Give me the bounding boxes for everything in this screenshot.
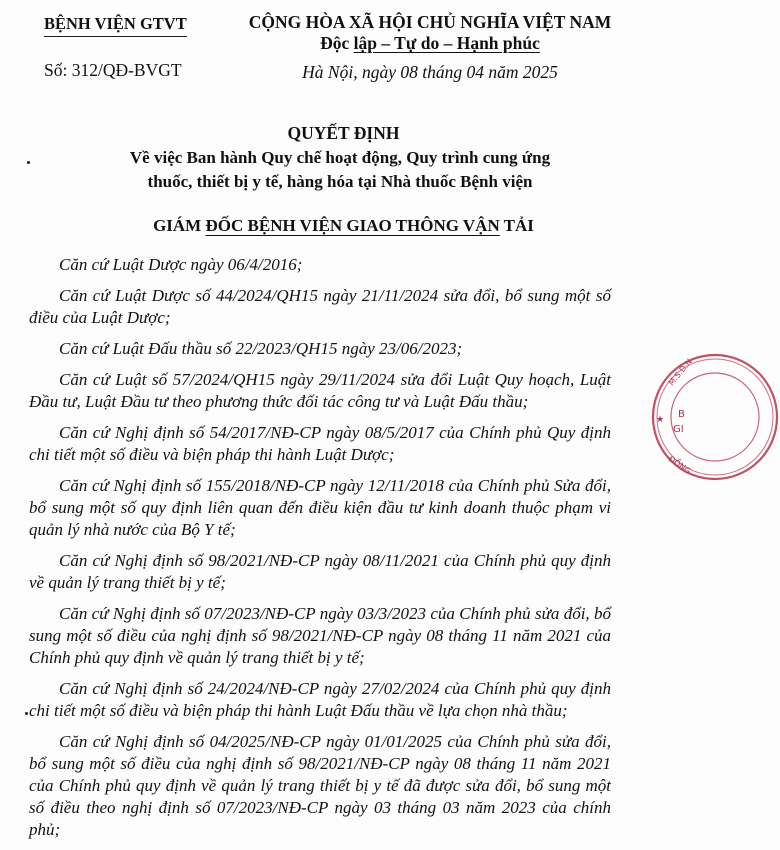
seal-ring-text-bottom: ĐỒNG bbox=[666, 454, 693, 476]
legal-basis-item: Căn cứ Nghị định số 54/2017/NĐ-CP ngày 08/5/2017 của Chính phủ Quy định chi tiết một số điều và biện pháp thi hành Luật Dược; bbox=[29, 423, 611, 464]
motto-prefix: Độc bbox=[320, 33, 354, 53]
place-date: Hà Nội, ngày 08 tháng 04 năm 2025 bbox=[302, 62, 558, 82]
seal-ring-text: M.S.D.N bbox=[666, 357, 694, 388]
document-number: Số: 312/QĐ-BVGT bbox=[44, 60, 182, 80]
document-subtitle bbox=[60, 146, 620, 194]
issuing-organization-block bbox=[44, 14, 214, 37]
legal-basis-item: Căn cứ Luật Đấu thầu số 22/2023/QH15 ngày 23/06/2023; bbox=[59, 339, 463, 358]
legal-bases bbox=[29, 254, 611, 850]
legal-basis-item: Căn cứ Nghị định số 04/2025/NĐ-CP ngày 01/01/2025 của Chính phủ sửa đổi, bổ sung một số điều của nghị định số 98/2021/NĐ-CP ngày 08 tháng 11 năm 2021 của Chính phủ quy định về quản lý trang thiết bị y tế đã được sửa đổi, bổ sung một số điều theo nghị định số 07/2023/NĐ-CP ngày 03 tháng 03 năm 2023 của chính phủ; bbox=[29, 732, 611, 839]
legal-basis-item: Căn cứ Nghị định số 155/2018/NĐ-CP ngày 12/11/2018 của Chính phủ Sửa đổi, bổ sung một số quy định liên quan đến điều kiện đầu tư kinh doanh thuộc phạm vi quản lý nhà nước của Bộ Y tế; bbox=[29, 476, 611, 539]
seal-star: ★ bbox=[656, 415, 665, 425]
seal-inner-text: GI bbox=[673, 424, 684, 435]
authority-prefix: GIÁM bbox=[153, 216, 206, 235]
document-title: QUYẾT ĐỊNH bbox=[287, 123, 400, 143]
motto-underlined: lập – Tự do – Hạnh phúc bbox=[353, 33, 540, 53]
legal-basis-item: Căn cứ Nghị định số 98/2021/NĐ-CP ngày 08/11/2021 của Chính phủ quy định về quản lý trang thiết bị y tế; bbox=[29, 551, 611, 592]
issuing-authority bbox=[0, 216, 687, 236]
legal-basis-item: Căn cứ Luật Dược ngày 06/4/2016; bbox=[59, 255, 303, 274]
legal-basis-item: Căn cứ Luật số 57/2024/QH15 ngày 29/11/2024 sửa đổi Luật Quy hoạch, Luật Đầu tư, Luật Đầu tư theo phương thức đối tác công tư và Luật Đấu thầu; bbox=[29, 370, 611, 411]
legal-basis-item: Căn cứ Nghị định số 24/2024/NĐ-CP ngày 27/02/2024 của Chính phủ quy định chi tiết một số điều và biện pháp thi hành Luật Đấu thầu về lựa chọn nhà thầu; bbox=[29, 679, 611, 720]
national-motto bbox=[240, 33, 620, 54]
authority-underlined: ĐỐC BỆNH VIỆN GIAO THÔNG VẬN bbox=[205, 216, 500, 235]
nation-name: CỘNG HÒA XÃ HỘI CHỦ NGHĨA VIỆT NAM bbox=[248, 12, 612, 32]
scan-speck bbox=[27, 161, 30, 164]
scan-speck bbox=[25, 712, 28, 715]
subtitle-line: thuốc, thiết bị y tế, hàng hóa tại Nhà thuốc Bệnh viện bbox=[147, 172, 533, 191]
national-header bbox=[240, 12, 620, 54]
authority-suffix: TẢI bbox=[499, 216, 534, 235]
official-seal-icon bbox=[650, 352, 780, 482]
legal-basis-item: Căn cứ Nghị định số 07/2023/NĐ-CP ngày 03/3/2023 của Chính phủ sửa đổi, bổ sung một số điều của nghị định số 98/2021/NĐ-CP ngày 08 tháng 11 năm 2021 của Chính phủ quy định về quản lý trang thiết bị y tế; bbox=[29, 604, 611, 667]
organization-name: BỆNH VIỆN GTVT bbox=[44, 14, 187, 37]
legal-basis-item: Căn cứ Luật Dược số 44/2024/QH15 ngày 21/11/2024 sửa đổi, bổ sung một số điều của Luật Dược; bbox=[29, 286, 611, 327]
seal-inner-text: B bbox=[678, 409, 685, 420]
subtitle-line: Về việc Ban hành Quy chế hoạt động, Quy trình cung ứng bbox=[129, 148, 551, 167]
